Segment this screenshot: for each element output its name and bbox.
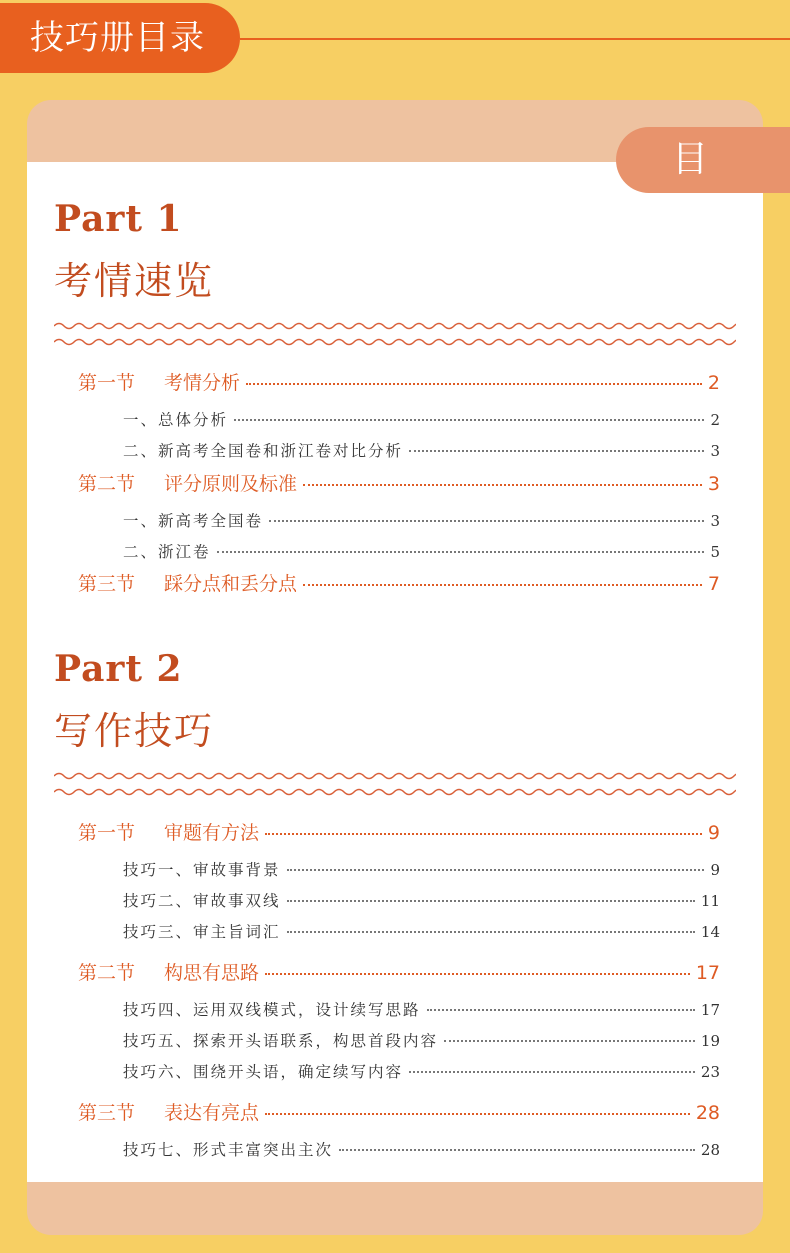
section-title: 审题有方法 [164,822,260,844]
page-number: 2 [707,372,720,394]
dot-leader [265,1113,690,1115]
dot-leader [427,1009,695,1011]
toc-item-row[interactable] [123,1138,720,1160]
dot-leader [265,973,690,975]
page-number: 3 [707,473,720,495]
dot-leader [303,584,702,586]
dot-leader [287,869,705,871]
toc-item-row[interactable] [123,998,720,1020]
dot-leader [287,931,695,933]
section-title: 踩分点和丢分点 [164,573,298,595]
section-number: 第三节 [78,1102,136,1124]
part-2-title: 写作技巧 [54,709,215,753]
dot-leader [409,450,704,452]
toc-item-row[interactable] [123,408,720,430]
toc-item-row[interactable] [123,858,720,880]
item-title: 二、新高考全国卷和浙江卷对比分析 [123,442,404,460]
dot-leader [234,419,704,421]
item-title: 二、浙江卷 [123,543,211,561]
part-2-wave-divider [54,770,736,798]
page-number: 23 [700,1063,720,1081]
item-title: 技巧六、围绕开头语，确定续写内容 [123,1063,404,1081]
page-number: 14 [700,923,720,941]
item-title: 技巧五、探索开头语联系，构思首段内容 [123,1032,439,1050]
toc-item-row[interactable] [123,1060,720,1082]
item-title: 一、总体分析 [123,411,229,429]
page-number: 7 [707,573,720,595]
header-title-tab [0,3,240,73]
section-title: 评分原则及标准 [164,473,298,495]
item-title: 一、新高考全国卷 [123,512,264,530]
toc-badge [616,127,790,246]
toc-item-row[interactable] [123,439,720,461]
section-number: 第三节 [78,573,136,595]
header-title: 技巧册目录 [30,18,205,58]
page-number: 3 [710,512,720,530]
dot-leader [287,900,695,902]
section-number: 第二节 [78,962,136,984]
dot-leader [269,520,704,522]
page-number: 19 [700,1032,720,1050]
page-number: 17 [700,1001,720,1019]
toc-item-row[interactable] [123,540,720,562]
page-number: 11 [700,892,720,910]
toc-section-row[interactable] [78,1098,720,1125]
dot-leader [303,484,702,486]
part-1-title: 考情速览 [54,259,215,303]
toc-section-row[interactable] [78,569,720,596]
page-number: 9 [710,861,720,879]
section-number: 第二节 [78,473,136,495]
dot-leader [409,1071,695,1073]
page-number: 17 [695,962,720,984]
page-number: 3 [710,442,720,460]
toc-item-row[interactable] [123,889,720,911]
part-1-wave-divider [54,320,736,348]
part-1-label: Part 1 [54,198,183,240]
page-number: 9 [707,822,720,844]
dot-leader [246,383,702,385]
toc-badge-text: 目录 [661,139,754,246]
dot-leader [444,1040,695,1042]
item-title: 技巧二、审故事双线 [123,892,281,910]
dot-leader [217,551,705,553]
toc-section-row[interactable] [78,818,720,845]
page-number: 5 [710,543,720,561]
toc-item-row[interactable] [123,1029,720,1051]
toc-item-row[interactable] [123,920,720,942]
toc-item-row[interactable] [123,509,720,531]
dot-leader [265,833,702,835]
item-title: 技巧一、审故事背景 [123,861,281,879]
section-number: 第一节 [78,822,136,844]
header-divider [240,38,790,40]
dot-leader [339,1149,695,1151]
section-number: 第一节 [78,372,136,394]
page-number: 28 [695,1102,720,1124]
section-title: 构思有思路 [164,962,260,984]
item-title: 技巧四、运用双线模式，设计续写思路 [123,1001,421,1019]
page-number: 28 [700,1141,720,1159]
part-2-label: Part 2 [54,648,183,690]
toc-section-row[interactable] [78,958,720,985]
section-title: 考情分析 [164,372,241,394]
section-title: 表达有亮点 [164,1102,260,1124]
item-title: 技巧三、审主旨词汇 [123,923,281,941]
toc-section-row[interactable] [78,368,720,395]
item-title: 技巧七、形式丰富突出主次 [123,1141,334,1159]
page-number: 2 [710,411,720,429]
toc-section-row[interactable] [78,469,720,496]
